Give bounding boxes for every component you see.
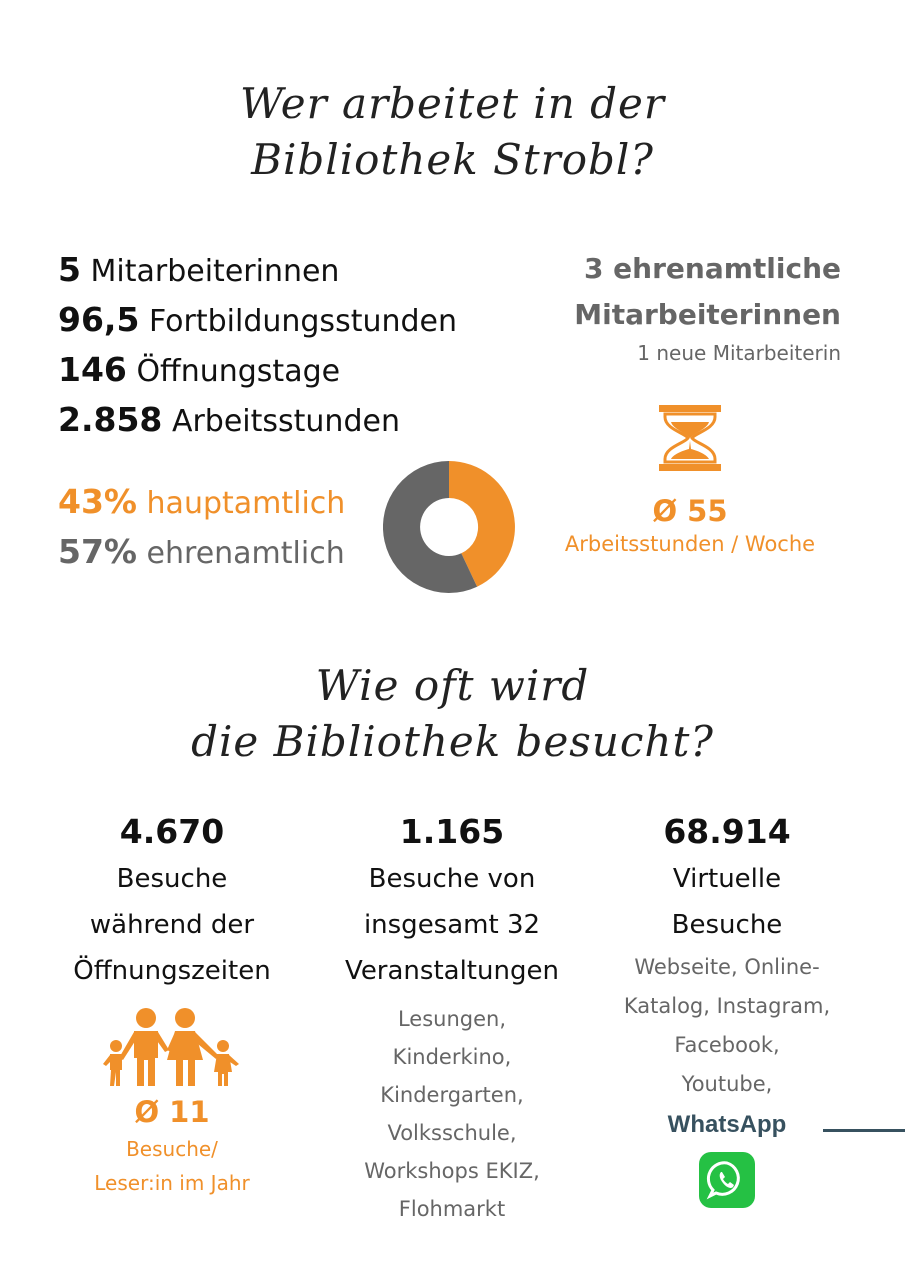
title-line: die Bibliothek besucht?	[191, 717, 714, 766]
stat-opening-days	[58, 346, 457, 396]
visits-opening-hours	[40, 808, 304, 1200]
weekly-hours	[545, 405, 835, 559]
section-title-staff	[0, 76, 905, 188]
event-item: Kinderkino,	[392, 1045, 512, 1069]
visits-events	[320, 808, 584, 1228]
event-item: Workshops EKIZ,	[364, 1159, 540, 1183]
events-list	[320, 1000, 584, 1228]
volunteer-sub: 1 neue Mitarbeiterin	[637, 341, 841, 365]
channel-item: Youtube,	[681, 1072, 773, 1096]
channel-item: Katalog, Instagram,	[623, 994, 831, 1018]
visits-number: 4.670	[119, 812, 225, 851]
ratio-label: hauptamtlich	[146, 486, 346, 521]
channel-item: Webseite, Online-	[634, 955, 820, 979]
ratio-fulltime	[58, 478, 345, 528]
divider-line	[823, 1129, 905, 1132]
whatsapp-label: WhatsApp	[667, 1111, 787, 1138]
stat-label: Mitarbeiterinnen	[90, 254, 340, 289]
family-icon	[103, 1008, 241, 1088]
avg-visits-label: Leser:in im Jahr	[94, 1171, 250, 1195]
visits-desc: Besuche	[116, 864, 228, 894]
stat-value: 2.858	[58, 400, 163, 439]
stat-label: Arbeitsstunden	[171, 404, 400, 439]
weekly-hours-label: Arbeitsstunden / Woche	[564, 532, 816, 556]
avg-visits: Ø 11	[134, 1095, 210, 1129]
stat-staff	[58, 246, 457, 296]
visits-virtual	[596, 808, 858, 1208]
events-number: 1.165	[399, 812, 505, 851]
event-item: Flohmarkt	[398, 1197, 506, 1221]
events-desc: Besuche von	[368, 864, 536, 894]
donut-chart	[383, 461, 515, 593]
title-line: Bibliothek Strobl?	[251, 135, 654, 184]
stat-label: Öffnungstage	[136, 354, 341, 389]
stat-work-hours	[58, 396, 457, 446]
staff-ratio	[58, 478, 345, 578]
volunteer-info	[574, 246, 841, 368]
event-item: Lesungen,	[397, 1007, 507, 1031]
stat-value: 146	[58, 350, 127, 389]
hourglass-icon	[659, 405, 721, 471]
title-line: Wie oft wird	[315, 661, 590, 710]
virtual-desc: Virtuelle	[672, 864, 782, 894]
events-desc: Veranstaltungen	[345, 956, 559, 986]
visits-desc: Öffnungszeiten	[73, 956, 271, 986]
stat-value: 5	[58, 250, 81, 289]
volunteer-label: Mitarbeiterinnen	[574, 298, 841, 331]
stat-label: Fortbildungsstunden	[148, 304, 457, 339]
ratio-value: 57%	[58, 532, 137, 571]
event-item: Volksschule,	[387, 1121, 517, 1145]
title-line: Wer arbeitet in der	[240, 79, 665, 128]
event-item: Kindergarten,	[380, 1083, 524, 1107]
section-title-visits	[0, 658, 905, 770]
channel-item: Facebook,	[674, 1033, 780, 1057]
ratio-value: 43%	[58, 482, 137, 521]
avg-visits-label: Besuche/	[126, 1137, 218, 1161]
ratio-label: ehrenamtlich	[146, 536, 345, 571]
visits-desc: während der	[89, 910, 255, 940]
staff-stats	[58, 246, 457, 446]
weekly-hours-avg: Ø 55	[652, 494, 728, 528]
virtual-desc: Besuche	[671, 910, 783, 940]
ratio-volunteer	[58, 528, 345, 578]
volunteer-count: 3 ehrenamtliche	[583, 252, 841, 285]
stat-training-hours	[58, 296, 457, 346]
stat-value: 96,5	[58, 300, 140, 339]
events-desc: insgesamt 32	[363, 910, 541, 940]
whatsapp-icon	[699, 1152, 755, 1208]
virtual-number: 68.914	[663, 812, 791, 851]
